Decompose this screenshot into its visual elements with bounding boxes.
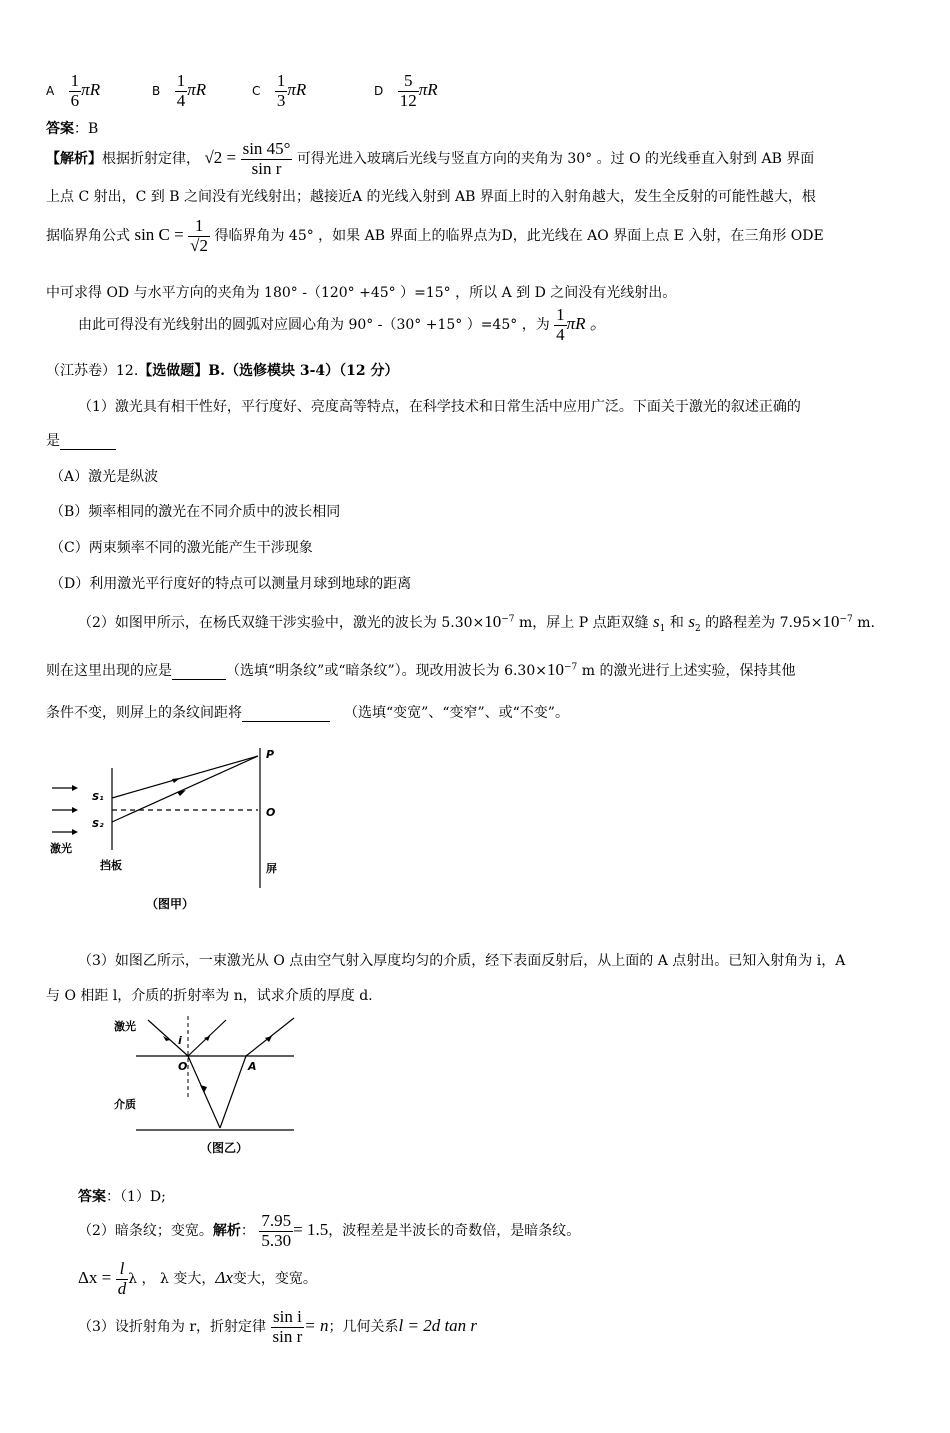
- q12-part1-line2: 是: [46, 430, 116, 450]
- figure-double-slit: [46, 738, 296, 918]
- analysis-line-1: 【解析】根据折射定律， √2 = $\frac{\sin 45^\circ}{\text{sin r}}$ 可得光进入玻璃后光线与竖直方向的夹角为 30° 。过 O 的光线垂直入射到 AB 界面: [46, 139, 815, 178]
- q12-part2-line2: 则在这里出现的应是 （选填“明条纹”或“暗条纹”）。现改用波长为 $6.30\times 10^{-7}$ m 的激光进行上述实验，保持其他: [46, 660, 796, 679]
- answer-2-line2: （2）暗条纹；变宽。解析： $\frac{7.95}{5.30}$ = 1.5，波程差是半波长的奇数倍，是暗条纹。: [78, 1211, 581, 1250]
- fig2-label-i: i: [178, 1034, 182, 1047]
- q12-part3-line1: （3）如图乙所示，一束激光从 O 点由空气射入厚度均匀的介质，经下表面反射后，从上面的 A 点射出。已知入射角为 i，A: [78, 953, 846, 969]
- option-a: [46, 72, 100, 110]
- eq-snell: $\frac{\sin 45^\circ}{\text{sin r}}$: [242, 139, 291, 178]
- answer-2-line3: Δx = $\frac{l}{d}$ λ ， λ 变大，Δx变大，变宽。: [78, 1259, 317, 1298]
- option-a-fraction: $\frac{1}{6}$: [70, 71, 80, 110]
- fig1-label-screen: 屏: [266, 862, 277, 875]
- fig2-label-a: A: [248, 1060, 257, 1073]
- eq-critical: $\frac{1}{√2}$: [190, 216, 209, 255]
- analysis-line-4: 中可求得 OD 与水平方向的夹角为 180° -（120° +45° ）=15° ，所以 A 到 D 之间没有光线射出。: [46, 285, 677, 301]
- fig1-label-baffle: 挡板: [100, 859, 122, 872]
- option-b: B $\frac{1}{4}$ πR: [152, 71, 207, 110]
- fig1-label-s1: S₁: [92, 792, 104, 803]
- answer-2-line4: （3）设折射角为 r，折射定律 $\frac{\text{sin i}}{\text{sin r}}$ = n；几何关系l = 2d tan r: [78, 1307, 478, 1346]
- option-c: C $\frac{1}{3}$ πR: [252, 71, 307, 110]
- fig1-label-laser: 激光: [50, 842, 72, 855]
- q12-part2-line1: （2）如图甲所示，在杨氏双缝干涉实验中，激光的波长为 $5.30\times 10^{-7}$ m，屏上 P 点距双缝 $s_1$ 和 $s_2$ 的路程差为 $7.95\times 10^{-7}$ m.: [78, 612, 875, 634]
- analysis-line-2: 上点 C 射出，C 到 B 之间没有光线射出；越接近A 的光线入射到 AB 界面上时的入射角越大，发生全反射的可能性越大，根: [46, 189, 816, 205]
- fig1-label-s2: S₂: [92, 819, 104, 830]
- analysis-label: 【解析】: [46, 151, 102, 168]
- choice-c: （C）两束频率不同的激光能产生干涉现象: [50, 540, 313, 556]
- fig1-caption: （图甲）: [146, 897, 195, 911]
- answer-blank-3[interactable]: [242, 707, 330, 722]
- fig2-label-medium: 介质: [114, 1098, 136, 1111]
- option-d: D $\frac{5}{12}$ πR: [374, 71, 438, 110]
- choice-d: （D）利用激光平行度好的特点可以测量月球到地球的距离: [50, 576, 412, 592]
- analysis-line-3: 据临界角公式 sin C = $\frac{1}{√2}$ 得临界角为 45° ，如果 AB 界面上的临界点为D，此光线在 AO 界面上点 E 入射，在三角形 ODE: [46, 216, 824, 255]
- answer-blank-1[interactable]: [60, 435, 116, 450]
- q12-part3-line2: 与 O 相距 l，介质的折射率为 n，试求介质的厚度 d.: [46, 988, 373, 1004]
- fig1-label-o: O: [266, 806, 276, 819]
- option-a-tail: πR: [81, 80, 101, 100]
- answer-blank-2[interactable]: [172, 665, 226, 680]
- answer-1: 答案：B: [46, 121, 99, 137]
- analysis-line-5: 由此可得没有光线射出的圆弧对应圆心角为 90° -（30° +15° ）=45° ，为 $\frac{1}{4}$ πR 。: [78, 305, 607, 344]
- choice-b: （B）频率相同的激光在不同介质中的波长相同: [50, 504, 341, 520]
- answer-2-line1: 答案：（1）D;: [78, 1189, 166, 1205]
- choice-a: （A）激光是纵波: [50, 469, 159, 485]
- figure-medium-reflection: [108, 1012, 308, 1162]
- fig2-label-o: O: [178, 1060, 188, 1073]
- fig2-label-laser: 激光: [114, 1020, 136, 1033]
- question-12-header: （江苏卷）12.【选做题】B.（选修模块 3-4）（12 分）: [46, 363, 399, 379]
- option-a-letter: A: [46, 84, 55, 99]
- fig1-label-p: P: [266, 748, 275, 761]
- q12-part2-line3: 条件不变，则屏上的条纹间距将 （选填“变宽”、“变窄”、或“不变”。: [46, 705, 569, 721]
- q12-part1-line1: （1）激光具有相干性好，平行度好、亮度高等特点，在科学技术和日常生活中应用广泛。下面关于激光的叙述正确的: [78, 399, 801, 415]
- fig2-caption: （图乙）: [200, 1141, 249, 1155]
